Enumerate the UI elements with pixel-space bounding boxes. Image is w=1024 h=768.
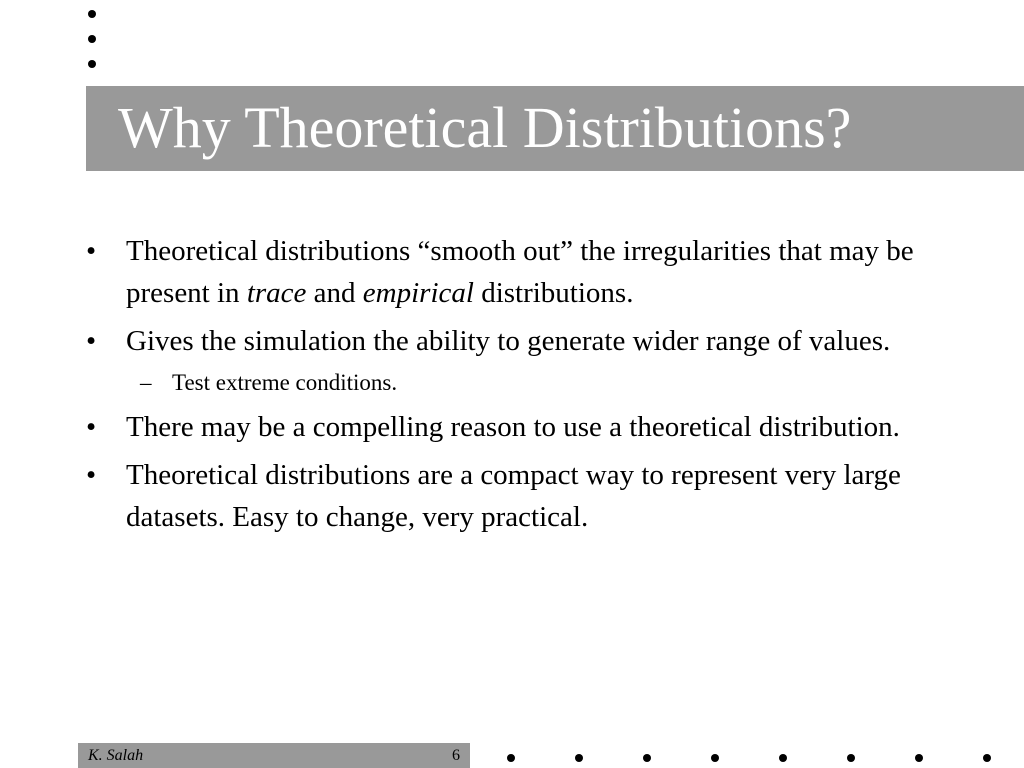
bullet-text-part: Theoretical distributions “smooth out” the irregularities that may be present in bbox=[126, 235, 914, 309]
dot-icon bbox=[88, 10, 96, 18]
title-bar bbox=[86, 86, 1024, 171]
footer-bar bbox=[78, 743, 470, 768]
sub-bullet-marker: – bbox=[140, 370, 152, 395]
decorative-dots-top bbox=[88, 10, 100, 85]
bullet-marker: • bbox=[86, 235, 97, 267]
bullet-text: There may be a compelling reason to use a theoretical distribution. bbox=[126, 411, 900, 443]
dot-icon bbox=[88, 60, 96, 68]
bullet-marker: • bbox=[86, 459, 97, 491]
dot-icon bbox=[575, 754, 583, 762]
italic-term-empirical: empirical bbox=[362, 277, 474, 309]
dot-icon bbox=[847, 754, 855, 762]
dot-icon bbox=[915, 754, 923, 762]
bullet-text: Theoretical distributions are a compact way to represent very large datasets. Easy to change, very practical. bbox=[126, 459, 901, 533]
dot-icon bbox=[88, 35, 96, 43]
bullet-text: Gives the simulation the ability to generate wider range of values. bbox=[126, 325, 891, 357]
dot-icon bbox=[779, 754, 787, 762]
bullet-item bbox=[86, 454, 936, 538]
slide-title: Why Theoretical Distributions? bbox=[118, 95, 852, 160]
dot-icon bbox=[507, 754, 515, 762]
bullet-item bbox=[86, 320, 936, 362]
footer-author: K. Salah bbox=[88, 747, 144, 764]
page-number: 6 bbox=[452, 747, 460, 764]
bullet-text-part: and bbox=[306, 277, 363, 309]
bullet-marker: • bbox=[86, 411, 97, 443]
bullet-text-part: distributions. bbox=[473, 277, 634, 309]
dot-icon bbox=[983, 754, 991, 762]
sub-bullet-item bbox=[86, 366, 936, 400]
slide-content bbox=[86, 230, 936, 544]
bullet-marker: • bbox=[86, 325, 97, 357]
bullet-item bbox=[86, 406, 936, 448]
dot-icon bbox=[711, 754, 719, 762]
italic-term-trace: trace bbox=[246, 277, 307, 309]
dot-icon bbox=[643, 754, 651, 762]
sub-bullet-text: Test extreme conditions. bbox=[172, 370, 398, 395]
bullet-text bbox=[126, 235, 914, 309]
decorative-dots-bottom bbox=[507, 754, 1007, 766]
bullet-item bbox=[86, 230, 936, 314]
